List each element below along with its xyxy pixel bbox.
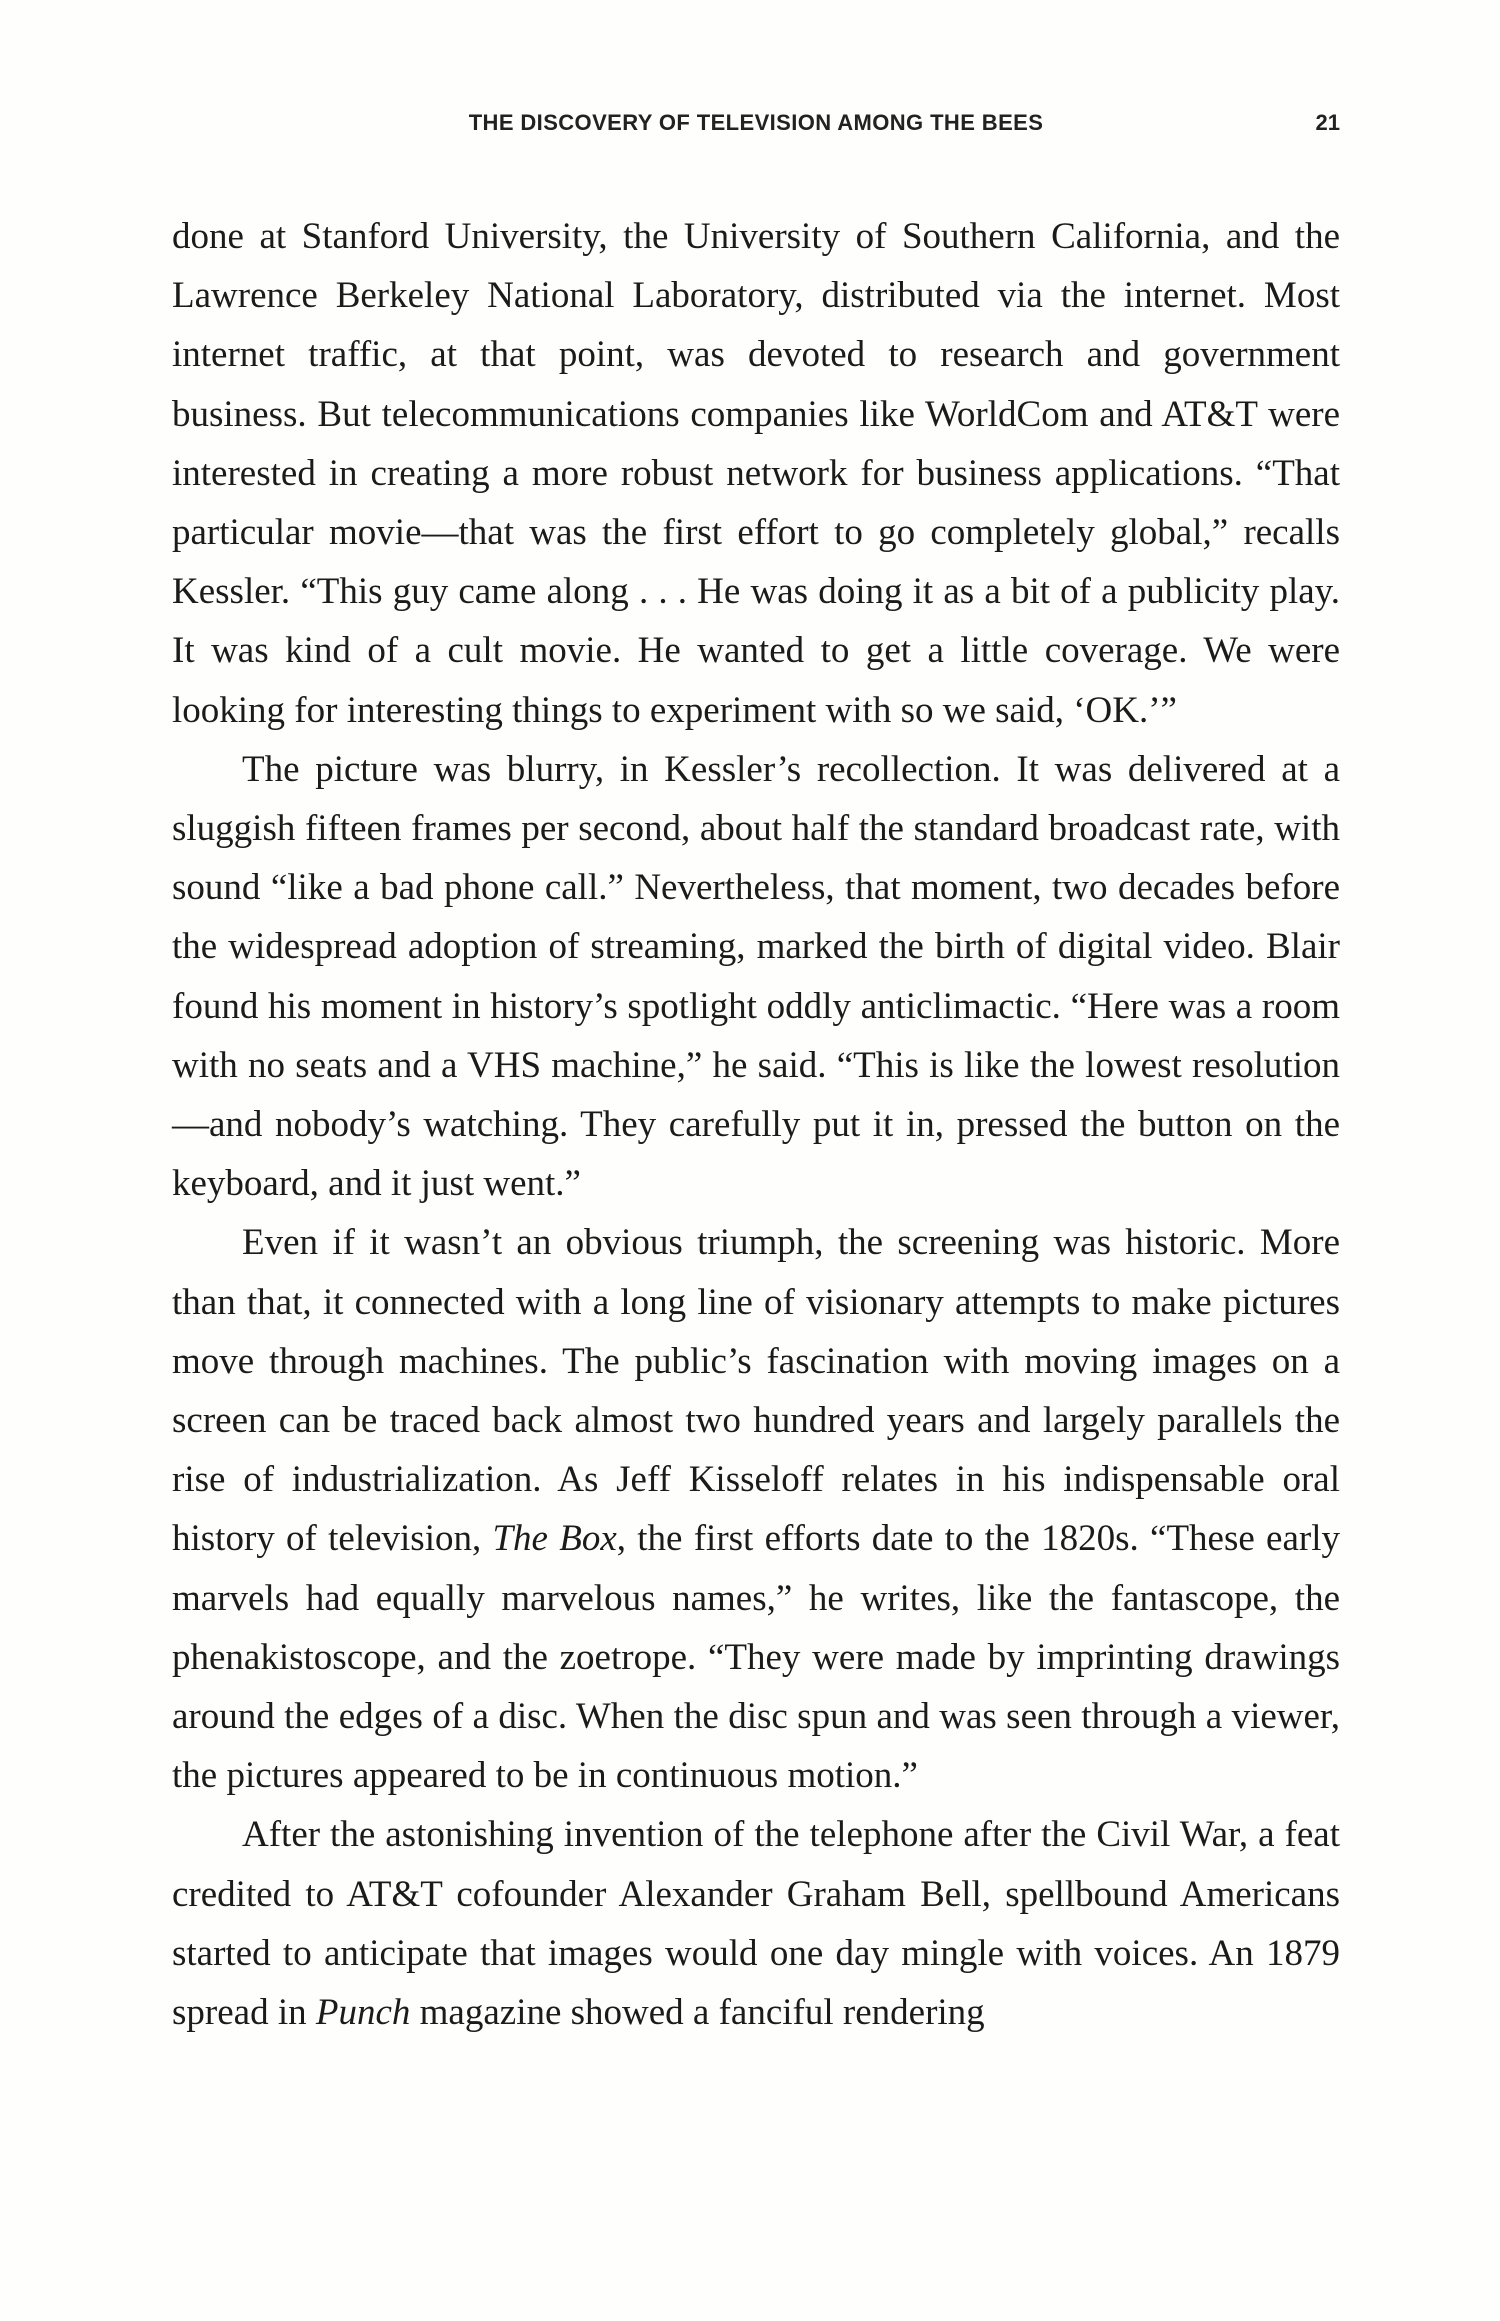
paragraph-1 (172, 207, 1340, 740)
paragraph-3-text-b: , the first efforts date to the 1820s. “These early marvels had equally marvelous names,” he writes, like the fantascope, the phenakistoscope, and the zoetrope. “They were made by imprinting drawings around the edges of a disc. When the disc spun and was seen through a viewer, the pictures appeared to be in continuous motion.” (172, 1518, 1340, 1797)
paragraph-4-text-b: magazine showed a fanciful rendering (410, 1992, 985, 2034)
book-title-the-box: The Box (492, 1518, 617, 1560)
running-head (172, 110, 1340, 150)
body-text (172, 207, 1340, 2042)
paragraph-2 (172, 740, 1340, 1214)
paragraph-4 (172, 1805, 1340, 2042)
paragraph-1-text: done at Stanford University, the University of Southern California, and the Lawrence Berkeley National Laboratory, distributed via the internet. Most internet traffic, at that point, was devoted to research and government business. But telecommunications companies like WorldCom and AT&T were interested in creating a more robust network for business applications. “That particular movie—that was the first effort to go completely global,” recalls Kessler. “This guy came along . . . He was doing it as a bit of a publicity play. It was kind of a cult movie. He wanted to get a little coverage. We were looking for interesting things to experiment with so we said, ‘OK.’” (172, 216, 1340, 731)
magazine-title-punch: Punch (315, 1992, 411, 2034)
page-number: 21 (1315, 110, 1340, 135)
paragraph-3-text-a: Even if it wasn’t an obvious triumph, the screening was historic. More than that, it connected with a long line of visionary attempts to make pictures move through machines. The public’s fascination with moving images on a screen can be traced back almost two hundred years and largely parallels the rise of industrialization. As Jeff Kisseloff relates in his indispensable oral history of television, (172, 1222, 1340, 1560)
running-title: THE DISCOVERY OF TELEVISION AMONG THE BEES (468, 110, 1044, 135)
paragraph-3 (172, 1213, 1340, 1805)
paragraph-4-text-a: After the astonishing invention of the telephone after the Civil War, a feat credited to AT&T cofounder Alexander Graham Bell, spellbound Americans started to anticipate that images would one day mingle with voices. An 1879 spread in (172, 1814, 1340, 2034)
paragraph-2-text: The picture was blurry, in Kessler’s recollection. It was delivered at a sluggish fifteen frames per second, about half the standard broadcast rate, with sound “like a bad phone call.” Nevertheless, that moment, two decades before the widespread adoption of streaming, marked the birth of digital video. Blair found his moment in history’s spotlight oddly anticlimactic. “Here was a room with no seats and a VHS machine,” he said. “This is like the lowest resolution—and nobody’s watching. They carefully put it in, pressed the button on the keyboard, and it just went.” (172, 748, 1340, 1205)
